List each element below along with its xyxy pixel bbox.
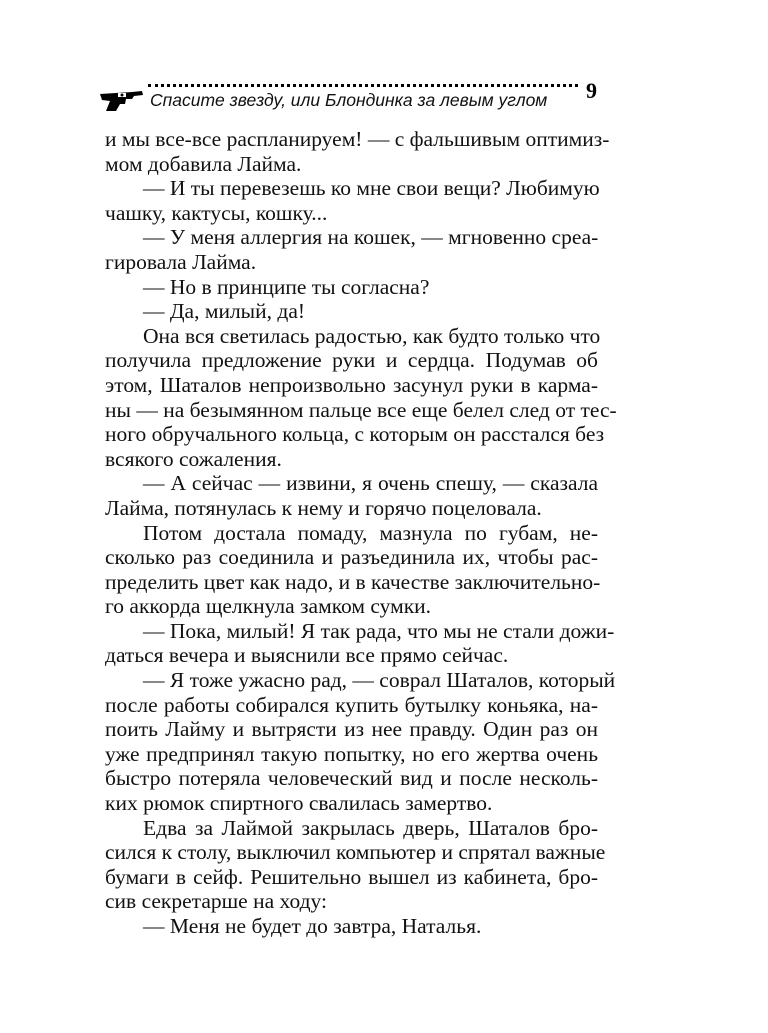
text-line: чашку, кактусы, кошку... bbox=[105, 200, 328, 225]
text-line: ны — на безымянном пальце все еще белел след от тес- bbox=[105, 397, 617, 422]
text-line: получила предложение руки и сердца. Подумав об bbox=[105, 348, 598, 373]
text-line: — У меня аллергия на кошек, — мгновенно среа- bbox=[143, 225, 599, 250]
text-line: сколько раз соединила и разъединила их, чтобы рас- bbox=[105, 545, 598, 570]
text-line: Едва за Лаймой закрылась дверь, Шаталов бро- bbox=[143, 815, 598, 840]
body-text bbox=[105, 127, 617, 939]
text-line: быстро потеряла человеческий вид и после несколь- bbox=[105, 766, 598, 791]
text-line: го аккорда щелкнула замком сумки. bbox=[105, 594, 432, 619]
text-line: сился к столу, выключил компьютер и спрятал важные bbox=[105, 840, 606, 865]
text-line: — Да, милый, да! bbox=[143, 299, 306, 324]
text-line: — Я тоже ужасно рад, — соврал Шаталов, который bbox=[143, 668, 616, 693]
text-line: Лайма, потянулась к нему и горячо поцеловала. bbox=[105, 495, 542, 520]
text-line: уже предпринял такую попытку, но его жертва очень bbox=[105, 741, 598, 766]
page-number: 9 bbox=[586, 78, 597, 103]
text-line: после работы собирался купить бутылку коньяка, на- bbox=[105, 692, 598, 717]
header-dotted-rule bbox=[148, 72, 578, 87]
text-line: всякого сожаления. bbox=[105, 446, 282, 471]
text-line: гировала Лайма. bbox=[105, 249, 257, 274]
text-line: — Но в принципе ты согласна? bbox=[143, 274, 430, 299]
running-title: Спасите звезду, или Блондинка за левым углом bbox=[150, 90, 548, 110]
text-line: — Пока, милый! Я так рада, что мы не стали дожи- bbox=[143, 618, 615, 643]
text-line: бумаги в сейф. Решительно вышел из кабинета, бро- bbox=[105, 864, 598, 889]
text-line: пределить цвет как надо, и в качестве заключительно- bbox=[105, 569, 601, 594]
text-line: и мы все-все распланируем! — с фальшивым оптимиз- bbox=[105, 127, 610, 151]
text-line: поить Лайму и вытрясти из нее правду. Один раз он bbox=[105, 717, 598, 742]
text-line: ких рюмок спиртного свалилась замертво. bbox=[105, 791, 493, 816]
text-line: сив секретарше на ходу: bbox=[105, 889, 327, 914]
text-line: мом добавила Лайма. bbox=[105, 151, 302, 176]
text-line: Она вся светилась радостью, как будто только что bbox=[143, 323, 601, 348]
text-line: — Меня не будет до завтра, Наталья. bbox=[143, 914, 482, 938]
text-line: Потом достала помаду, мазнула по губам, не- bbox=[143, 520, 598, 545]
page-header bbox=[98, 72, 608, 116]
text-line: — И ты перевезешь ко мне свои вещи? Любимую bbox=[143, 176, 600, 201]
text-line: даться вечера и выяснили все прямо сейчас. bbox=[105, 643, 509, 668]
text-line: этом, Шаталов непроизвольно засунул руки в карма- bbox=[105, 372, 598, 397]
revolver-icon bbox=[98, 82, 146, 112]
text-line: — А сейчас — извини, я очень спешу, — сказала bbox=[143, 471, 598, 496]
text-line: ного обручального кольца, с которым он расстался без bbox=[105, 422, 605, 447]
